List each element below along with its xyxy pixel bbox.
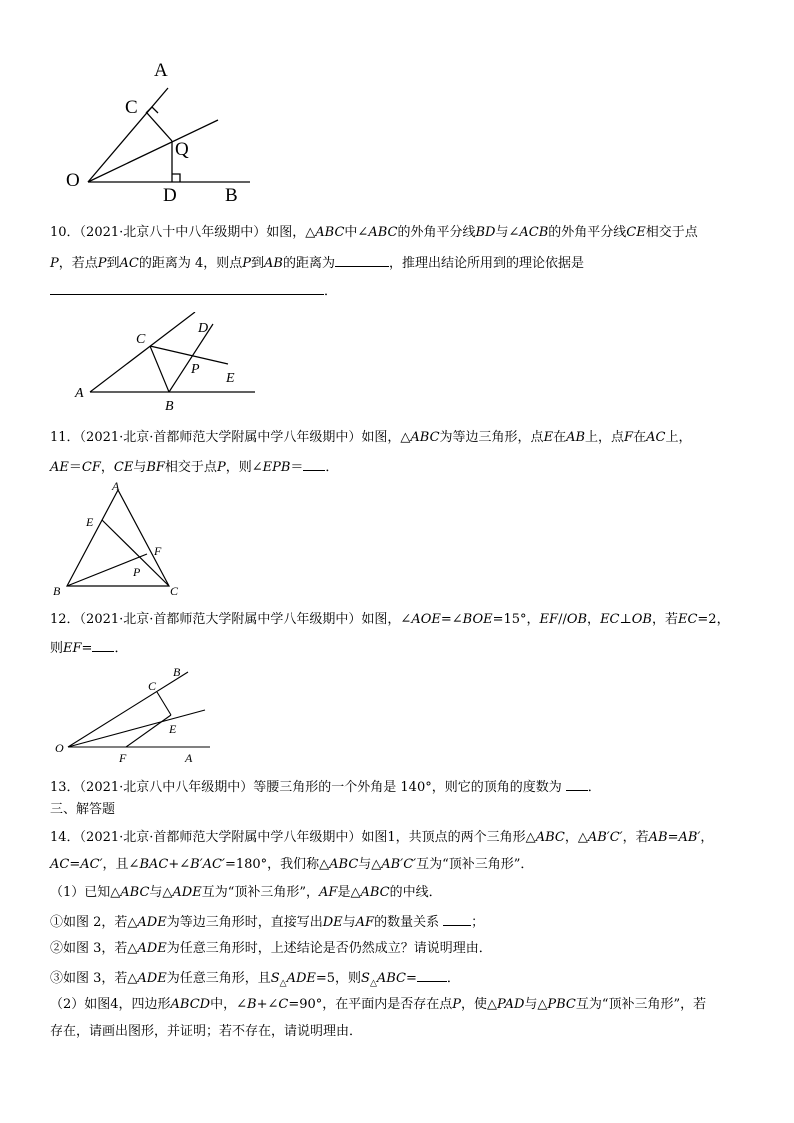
q14-line2: AC=AC′，且∠BAC+∠B′AC′=180°，我们称△ABC与△AB′C′互为“顶补三角形”． bbox=[50, 857, 534, 872]
figure-q10 bbox=[70, 312, 270, 417]
label-a: A bbox=[112, 480, 120, 493]
label-a: A bbox=[185, 751, 193, 765]
figure-q11 bbox=[48, 480, 188, 600]
label-c: C bbox=[125, 97, 138, 118]
label-e: E bbox=[226, 371, 235, 386]
segment-cq bbox=[147, 113, 172, 141]
q10-line3: ． bbox=[50, 281, 337, 301]
q14-sub2: ②如图 3，若△ADE为任意三角形时，上述结论是否仍然成立？请说明理由． bbox=[50, 941, 492, 956]
q14-part2: （2）如图4，四边形ABCD中，∠B+∠C=90°，在平面内是否存在点P，使△PAD与△PBC互为“顶补三角形”，若 bbox=[50, 997, 707, 1012]
q11-line2: AE＝CF，CE与BF相交于点P，则∠EPB＝ ． bbox=[50, 457, 338, 477]
q10-line1: 10．（2021·北京八十中八年级期中）如图，△ABC中∠ABC的外角平分线BD与∠ACB的外角平分线CE相交于点 bbox=[50, 225, 698, 240]
label-d: D bbox=[198, 321, 209, 336]
right-angle-d bbox=[172, 174, 180, 182]
label-c: C bbox=[148, 679, 157, 693]
figure-q12 bbox=[52, 662, 222, 767]
label-p: P bbox=[133, 565, 141, 579]
label-q: Q bbox=[175, 139, 189, 160]
label-a: A bbox=[75, 386, 84, 401]
label-f: F bbox=[154, 544, 162, 558]
label-d: D bbox=[163, 185, 177, 205]
label-o: O bbox=[66, 170, 80, 191]
q14-answer-blank-2[interactable] bbox=[417, 968, 447, 982]
label-e: E bbox=[86, 515, 94, 529]
q13-line1: 13．（2021·北京八中八年级期中）等腰三角形的一个外角是 140°，则它的顶角的度数为 ． bbox=[50, 777, 601, 797]
label-c: C bbox=[170, 584, 179, 598]
label-o: O bbox=[55, 741, 64, 755]
q14-line1: 14．（2021·北京·首都师范大学附属中学八年级期中）如图1，共顶点的两个三角形△ABC，△AB′C′，若AB=AB′， bbox=[50, 830, 714, 845]
label-b: B bbox=[173, 665, 181, 679]
label-f: F bbox=[119, 751, 127, 765]
section-heading: 三、解答题 bbox=[50, 802, 116, 817]
label-p: P bbox=[191, 362, 200, 377]
q12-line2: 则EF= ． bbox=[50, 638, 127, 658]
figure-q9 bbox=[60, 55, 260, 205]
q10-answer-blank-1[interactable] bbox=[335, 253, 389, 267]
q14-sub1: ①如图 2，若△ADE为等边三角形时，直接写出DE与AF的数量关系 ； bbox=[50, 912, 484, 932]
q10-line2: P，若点P到AC的距离为 4，则点P到AB的距离为 ，推理出结论所用到的理论依据是 bbox=[50, 253, 584, 273]
q14-part1: （1）已知△ABC与△ADE互为“顶补三角形”，AF是△ABC的中线． bbox=[50, 885, 442, 900]
label-e: E bbox=[169, 722, 177, 736]
q14-answer-blank-1[interactable] bbox=[443, 912, 471, 926]
q11-line1: 11．（2021·北京·首都师范大学附属中学八年级期中）如图，△ABC为等边三角形，点E在AB上，点F在AC上， bbox=[50, 430, 692, 445]
label-c: C bbox=[136, 332, 146, 347]
q12-answer-blank[interactable] bbox=[92, 638, 114, 652]
label-b: B bbox=[225, 185, 238, 205]
q14-part2-cont: 存在，请画出图形，并证明；若不存在，请说明理由． bbox=[50, 1024, 363, 1039]
label-b: B bbox=[165, 399, 174, 414]
label-a: A bbox=[154, 60, 168, 81]
q14-sub3: ③如图 3，若△ADE为任意三角形，且$S_\triangle ADE=5$，则$S_\triangle ABC=$ ． bbox=[50, 968, 460, 993]
label-b: B bbox=[53, 584, 61, 598]
right-angle-c bbox=[146, 107, 158, 113]
q11-answer-blank[interactable] bbox=[303, 457, 325, 471]
q13-answer-blank[interactable] bbox=[566, 777, 588, 791]
q10-answer-blank-2[interactable] bbox=[50, 281, 324, 295]
q12-line1: 12．（2021·北京·首都师范大学附属中学八年级期中）如图，∠AOE=∠BOE=15°，EF//OB，EC⊥OB，若EC=2， bbox=[50, 612, 730, 627]
ray-oq bbox=[88, 120, 218, 182]
